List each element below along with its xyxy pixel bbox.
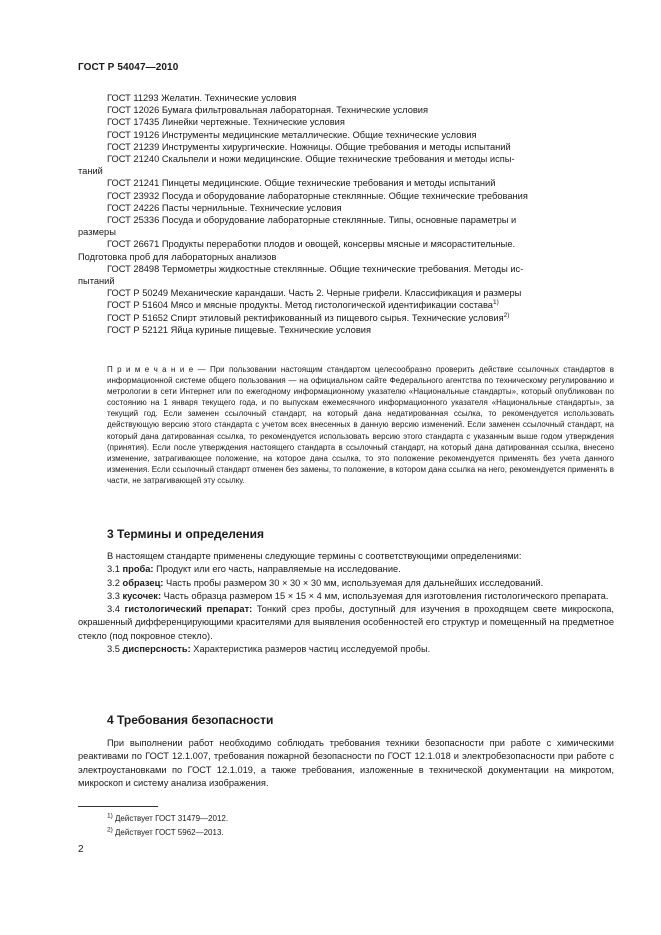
definition-term: дисперсность:: [122, 644, 191, 655]
reference-item: ГОСТ 21241 Пинцеты медицинские. Общие технические требования и методы испытаний: [107, 178, 496, 189]
reference-item: ГОСТ 23932 Посуда и оборудование лабораторные стеклянные. Общие технические требования: [107, 190, 528, 201]
reference-item: ГОСТ 28498 Термометры жидкостные стеклянные. Общие технические требования. Методы ис- пытаний: [78, 263, 524, 287]
definition-term: проба:: [122, 564, 154, 575]
section-4-body: [78, 737, 614, 790]
footnote-ref: 1): [492, 299, 499, 307]
section-4-text: При выполнении работ необходимо соблюдать требования техники безопасности при работе с химическими реактивами по ГОСТ 12.1.007, требования пожарной безопасности по ГОСТ 12.1.018 и электробезопасности при работе с электроустановками по ГОСТ 12.1.019, а также требования, изложенные в технической документации на микротом, микроскоп и систему анализа изображения.: [78, 738, 614, 788]
footnotes: [107, 812, 228, 840]
reference-item: ГОСТ 21240 Скальпели и ножи медицинские. Общие технические требования и методы испы- таний: [78, 154, 515, 177]
footnote: $^{2)}$ Действует ГОСТ 5962—2013.: [107, 826, 224, 837]
reference-item: ГОСТ 24226 Пасты чернильные. Технические условия: [107, 202, 342, 213]
reference-item: ГОСТ 11293 Желатин. Технические условия: [107, 93, 297, 103]
reference-item: ГОСТ Р 50249 Механические карандаши. Часть 2. Черные грифели. Классификация и размеры: [107, 288, 522, 299]
references-note: [78, 364, 614, 486]
footnote: $^{1)}$ Действует ГОСТ 31479—2012.: [107, 812, 229, 823]
document-header: ГОСТ Р 54047—2010: [78, 62, 179, 73]
definition-item: 3.2 образец: Часть пробы размером 30 × 30 × 30 мм, используемая для дальнейших исследований.: [107, 577, 544, 588]
footnote-ref: 2): [503, 311, 510, 319]
reference-item: ГОСТ Р 52121 Яйца куриные пищевые. Технические условия: [107, 324, 371, 335]
note-text: — При пользовании настоящим стандартом целесообразно проверить действие ссылочных стандартов в информационной системе общего пользования — на официальном сайте Федерального агентства по техническому регулированию и метрологии в сети Интернет или по ежегодному информационному указателю «Национальные стандарты», который опубликован по состоянию на 1 января текущего года, и по выпускам ежемесячного информационного указателя «Национальные стандарты», за текущий год. Если заменен ссылочный стандарт, на который дана недатированная ссылка, то рекомендуется использовать действующую версию этого стандарта с учетом всех внесенных в данную версию изменений. Если заменен ссылочный стандарт, на который дана датированная ссылка, то рекомендуется использовать версию этого стандарта с указанным выше годом утверждения (принятия). Если после утверждения настоящего стандарта в ссылочный стандарт, на который дана датированная ссылка, внесено изменение, затрагивающее положение, на которое дана ссылка, то это положение рекомендуется применять без учета данного изменения. Если ссылочный стандарт отменен без замены, то положение, в котором дана ссылка на него, рекомендуется применять в части, не затрагивающей эту ссылку.: [107, 365, 614, 485]
reference-item: ГОСТ 12026 Бумага фильтровальная лабораторная. Технические условия: [107, 105, 429, 116]
reference-item: ГОСТ 26671 Продукты переработки плодов и овощей, консервы мясные и мясорастительные. Подготовка проб для лабораторных анализов: [78, 239, 516, 262]
normative-references-list: [78, 92, 614, 336]
reference-item: ГОСТ Р 51604 Мясо и мясные продукты. Метод гистологической идентификации состава$^{1)}$: [107, 299, 499, 311]
reference-item: ГОСТ 19126 Инструменты медицинские металлические. Общие технические условия: [107, 129, 477, 140]
section-3-body: [78, 550, 614, 656]
section-3-intro: В настоящем стандарте применены следующие термины с соответствующими определениями:: [107, 551, 522, 561]
definition-item: 3.1 проба: Продукт или его часть, направляемые на исследование.: [107, 564, 401, 575]
section-3-title: 3 Термины и определения: [107, 527, 265, 541]
reference-item: ГОСТ 21239 Инструменты хирургические. Ножницы. Общие требования и методы испытаний: [107, 141, 511, 152]
definition-item: 3.3 кусочек: Часть образца размером 15 × 15 × 4 мм, используемая для изготовления гистологического препарата.: [107, 590, 609, 601]
reference-item: ГОСТ Р 51652 Спирт этиловый ректификованный из пищевого сырья. Технические условия$^{2)}$: [107, 311, 510, 323]
page-number: 2: [78, 844, 84, 855]
reference-item: ГОСТ 17435 Линейки чертежные. Технические условия: [107, 117, 345, 128]
reference-item: ГОСТ 25336 Посуда и оборудование лабораторные стеклянные. Типы, основные параметры и размеры: [78, 215, 517, 238]
definition-term: кусочек:: [122, 590, 162, 601]
note-label: П р и м е ч а н и е: [107, 365, 194, 374]
section-4-title: 4 Требования безопасности: [107, 713, 274, 727]
definition-term: гистологический препарат:: [124, 604, 253, 615]
footnote-divider: [78, 806, 158, 807]
definition-term: образец:: [122, 577, 164, 588]
definition-item: 3.5 дисперсность: Характеристика размеров частиц исследуемой пробы.: [107, 644, 431, 655]
definition-item: 3.4 гистологический препарат: Тонкий срез пробы, доступный для изучения в проходящем свете микроскопа, окрашенный дифференцирующими красителями для выявления особенностей его структур и помещенный на предметное стекло (под покровное стекло).: [78, 604, 614, 641]
